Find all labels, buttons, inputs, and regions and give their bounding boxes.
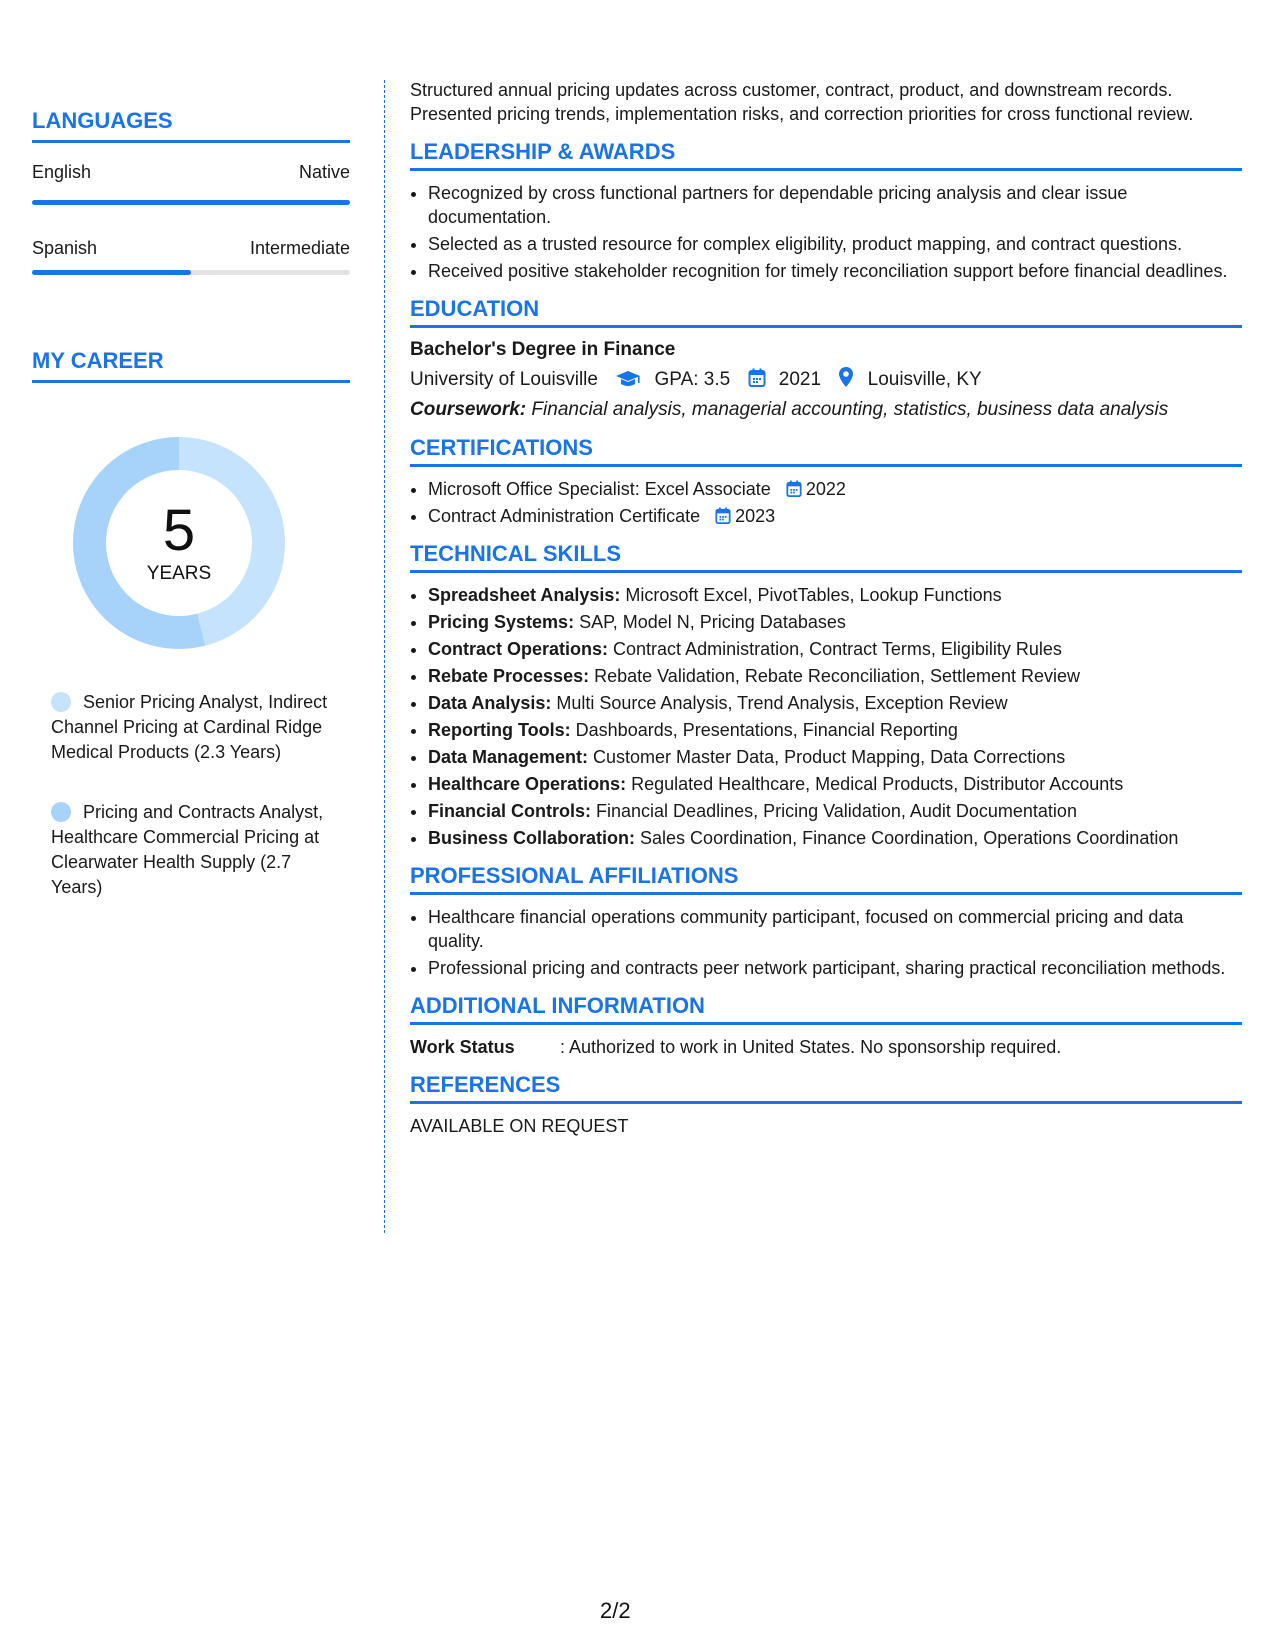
career-legend-label: Pricing and Contracts Analyst, Healthcare Commercial Pricing at Clearwater Health Supply (2.7 Years): [51, 802, 324, 897]
skill-value: Financial Deadlines, Pricing Validation, Audit Documentation: [591, 801, 1077, 821]
career-total-unit: YEARS: [146, 563, 212, 584]
language-name: English: [32, 162, 92, 182]
leadership-heading: LEADERSHIP & AWARDS: [410, 140, 1242, 171]
skill-value: Customer Master Data, Product Mapping, Data Corrections: [588, 747, 1066, 767]
education-coursework: [410, 398, 1242, 422]
language-level: Native: [298, 162, 350, 182]
affiliations-heading: PROFESSIONAL AFFILIATIONS: [410, 864, 1242, 895]
skill-label: Financial Controls:: [428, 801, 592, 821]
certification-name: Microsoft Office Specialist: Excel Associate: [428, 479, 771, 499]
career-donut-center: [66, 430, 292, 656]
page-number: 2/2: [600, 1598, 631, 1623]
skill-item: [428, 583, 1242, 607]
skill-item: [428, 691, 1242, 715]
career-legend-item: [51, 800, 341, 900]
languages-heading: LANGUAGES: [32, 108, 350, 143]
language-bar-fill: [32, 200, 350, 205]
certification-item: [428, 477, 1242, 501]
experience-line: Presented pricing trends, implementation risks, and correction priorities for cross functional review.: [410, 104, 1194, 124]
language-level: Intermediate: [249, 238, 350, 258]
skill-item: [428, 664, 1242, 688]
leadership-item: • Recognized by cross functional partners for dependable pricing analysis and clear issue documentation.: [428, 181, 1242, 229]
education-heading: EDUCATION: [410, 297, 1242, 328]
education-school: University of Louisville: [410, 369, 598, 390]
work-status-value: : Authorized to work in United States. No sponsorship required.: [560, 1037, 1062, 1057]
skill-label: Pricing Systems:: [428, 612, 575, 632]
skill-item: [428, 610, 1242, 634]
additional-info-heading: ADDITIONAL INFORMATION: [410, 994, 1242, 1025]
skill-value: Sales Coordination, Finance Coordination, Operations Coordination: [635, 828, 1179, 848]
certification-item: [428, 504, 1242, 528]
career-heading: MY CAREER: [32, 348, 350, 383]
career-total-years: 5: [162, 498, 196, 563]
skill-item: [428, 637, 1242, 661]
references-text: AVAILABLE ON REQUEST: [410, 1116, 629, 1136]
calendar-icon: [786, 480, 802, 498]
right-column: [410, 78, 1242, 1138]
skill-label: Data Analysis:: [428, 693, 552, 713]
calendar-icon: [748, 368, 766, 388]
skill-label: Spreadsheet Analysis:: [428, 585, 621, 605]
skill-item: [428, 718, 1242, 742]
skill-value: Dashboards, Presentations, Financial Reporting: [570, 720, 958, 740]
affiliation-item: • Professional pricing and contracts peer network participant, sharing practical reconciliation methods.: [428, 956, 1242, 980]
skill-item: [428, 799, 1242, 823]
skill-label: Contract Operations:: [428, 639, 609, 659]
legend-dot: [51, 802, 71, 822]
career-legend-item: [51, 690, 341, 765]
career-legend-label: Senior Pricing Analyst, Indirect Channel Pricing at Cardinal Ridge Medical Products (2.3 Years): [51, 692, 328, 762]
technical-skills-heading: TECHNICAL SKILLS: [410, 542, 1242, 573]
technical-skills-list: [410, 583, 1242, 850]
skill-item: [428, 772, 1242, 796]
education-details: [410, 366, 1242, 392]
certifications-list: [410, 477, 1242, 528]
skill-item: [428, 745, 1242, 769]
certification-name: Contract Administration Certificate: [428, 506, 701, 526]
location-pin-icon: [838, 366, 854, 388]
coursework-text: Financial analysis, managerial accounting, statistics, business data analysis: [526, 399, 1169, 420]
leadership-list: [410, 181, 1242, 283]
language-name: Spanish: [32, 238, 98, 258]
experience-line: Structured annual pricing updates across customer, contract, product, and downstream records.: [410, 80, 1173, 100]
work-status-row: [410, 1035, 1242, 1059]
language-row: [32, 162, 350, 183]
references-heading: REFERENCES: [410, 1073, 1242, 1104]
education-degree: Bachelor's Degree in Finance: [410, 339, 676, 360]
skill-value: SAP, Model N, Pricing Databases: [574, 612, 846, 632]
education-gpa: GPA: 3.5: [654, 369, 731, 390]
certifications-heading: CERTIFICATIONS: [410, 436, 1242, 467]
language-bar: [32, 270, 350, 275]
certification-year: 2022: [805, 479, 846, 499]
affiliations-list: [410, 905, 1242, 980]
work-status-label: Work Status: [410, 1037, 515, 1057]
skill-value: Rebate Validation, Rebate Reconciliation, Settlement Review: [589, 666, 1081, 686]
language-row: [32, 238, 350, 259]
skill-label: Healthcare Operations:: [428, 774, 627, 794]
skill-value: Regulated Healthcare, Medical Products, Distributor Accounts: [626, 774, 1124, 794]
skill-item: [428, 826, 1242, 850]
legend-dot: [51, 692, 71, 712]
calendar-icon: [715, 507, 731, 525]
language-bar-fill: [32, 270, 191, 275]
coursework-label: Coursework:: [410, 399, 527, 420]
skill-label: Data Management:: [428, 747, 589, 767]
column-divider: [384, 80, 385, 1233]
affiliation-item: • Healthcare financial operations community participant, focused on commercial pricing and data quality.: [428, 905, 1242, 953]
education-year: 2021: [778, 369, 822, 390]
skill-label: Reporting Tools:: [428, 720, 571, 740]
experience-continued: [410, 78, 1242, 126]
skill-label: Business Collaboration:: [428, 828, 636, 848]
language-bar: [32, 200, 350, 205]
education-location: Louisville, KY: [867, 369, 982, 390]
skill-label: Rebate Processes:: [428, 666, 590, 686]
leadership-item: • Selected as a trusted resource for complex eligibility, product mapping, and contract questions.: [428, 232, 1242, 256]
skill-value: Microsoft Excel, PivotTables, Lookup Functions: [620, 585, 1002, 605]
graduation-cap-icon: [615, 370, 641, 388]
leadership-item: • Received positive stakeholder recognition for timely reconciliation support before financial deadlines.: [428, 259, 1242, 283]
certification-year: 2023: [735, 506, 776, 526]
skill-value: Contract Administration, Contract Terms, Eligibility Rules: [608, 639, 1062, 659]
skill-value: Multi Source Analysis, Trend Analysis, Exception Review: [551, 693, 1008, 713]
